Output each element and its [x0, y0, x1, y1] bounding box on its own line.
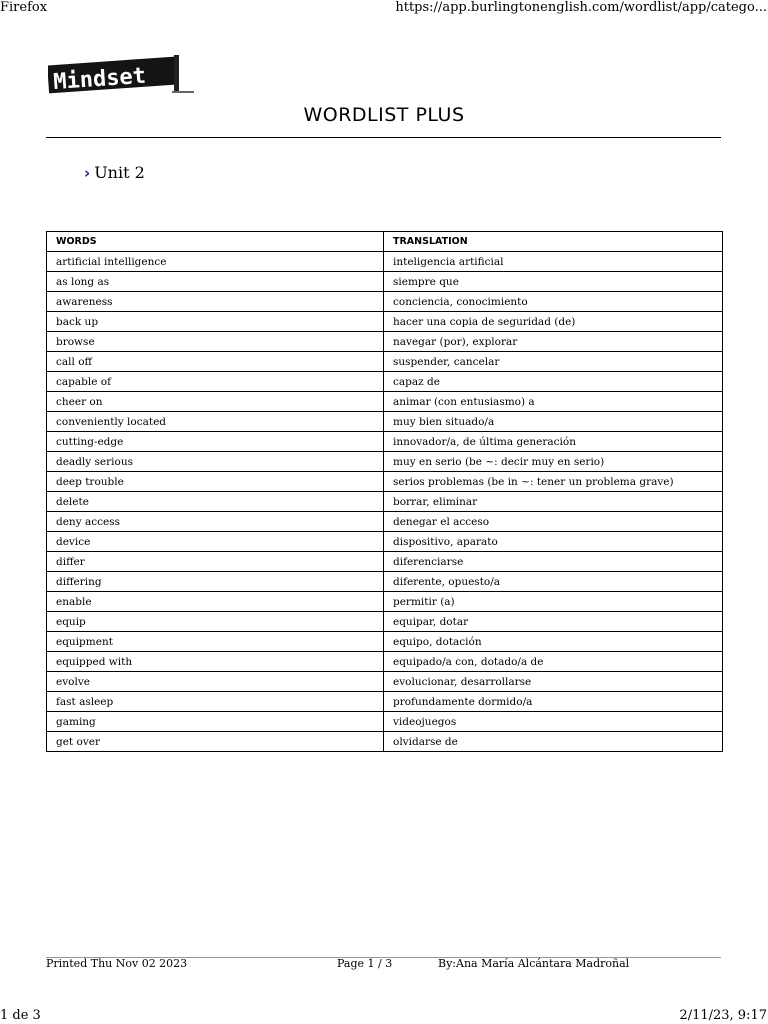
table-row — [47, 292, 723, 312]
table-row — [47, 312, 723, 332]
unit-label: Unit 2 — [94, 163, 145, 182]
unit-heading[interactable] — [84, 163, 145, 182]
translation-cell: capaz de — [384, 372, 723, 392]
word-cell: differing — [47, 572, 384, 592]
table-row — [47, 252, 723, 272]
table-row — [47, 272, 723, 292]
print-header-app: Firefox — [0, 0, 48, 15]
page-title: WORDLIST PLUS — [303, 104, 465, 126]
print-footer-page: 1 de 3 — [0, 1008, 41, 1023]
translation-cell: dispositivo, aparato — [384, 532, 723, 552]
table-row — [47, 332, 723, 352]
translation-cell: muy bien situado/a — [384, 412, 723, 432]
chevron-right-icon: › — [84, 163, 91, 182]
table-row — [47, 512, 723, 532]
translation-cell: equipar, dotar — [384, 612, 723, 632]
wordlist-table — [46, 231, 723, 752]
translation-cell: suspender, cancelar — [384, 352, 723, 372]
word-cell: deadly serious — [47, 452, 384, 472]
table-row — [47, 672, 723, 692]
table-row — [47, 472, 723, 492]
table-row — [47, 552, 723, 572]
mindset-logo — [48, 53, 198, 98]
footer-author: By:Ana María Alcántara Madroñal — [438, 957, 630, 970]
table-row — [47, 492, 723, 512]
table-row — [47, 432, 723, 452]
translation-cell: diferenciarse — [384, 552, 723, 572]
translation-cell: equipo, dotación — [384, 632, 723, 652]
word-cell: cheer on — [47, 392, 384, 412]
table-row — [47, 412, 723, 432]
table-row — [47, 452, 723, 472]
translation-cell: permitir (a) — [384, 592, 723, 612]
table-row — [47, 572, 723, 592]
print-header — [0, 0, 768, 18]
word-cell: fast asleep — [47, 692, 384, 712]
table-body — [47, 252, 723, 752]
translation-cell: conciencia, conocimiento — [384, 292, 723, 312]
word-cell: deny access — [47, 512, 384, 532]
word-cell: equipped with — [47, 652, 384, 672]
translation-cell: innovador/a, de última generación — [384, 432, 723, 452]
word-cell: cutting-edge — [47, 432, 384, 452]
title-divider — [46, 137, 721, 138]
table-row — [47, 692, 723, 712]
word-cell: awareness — [47, 292, 384, 312]
word-cell: evolve — [47, 672, 384, 692]
word-cell: equipment — [47, 632, 384, 652]
table-row — [47, 632, 723, 652]
translation-cell: siempre que — [384, 272, 723, 292]
table-row — [47, 352, 723, 372]
translation-cell: hacer una copia de seguridad (de) — [384, 312, 723, 332]
translation-cell: olvidarse de — [384, 732, 723, 752]
translation-cell: diferente, opuesto/a — [384, 572, 723, 592]
word-cell: device — [47, 532, 384, 552]
table-row — [47, 612, 723, 632]
table-row — [47, 732, 723, 752]
table-header-row — [47, 232, 723, 252]
table-row — [47, 372, 723, 392]
word-cell: gaming — [47, 712, 384, 732]
table-row — [47, 712, 723, 732]
word-cell: capable of — [47, 372, 384, 392]
print-footer-datetime: 2/11/23, 9:17 — [679, 1008, 767, 1023]
footer-page-number: Page 1 / 3 — [337, 957, 393, 970]
print-header-url: https://app.burlingtonenglish.com/wordlist/app/catego... — [395, 0, 767, 15]
translation-cell: profundamente dormido/a — [384, 692, 723, 712]
translation-cell: muy en serio (be ~: decir muy en serio) — [384, 452, 723, 472]
column-header-words: WORDS — [47, 232, 384, 252]
translation-cell: inteligencia artificial — [384, 252, 723, 272]
word-cell: deep trouble — [47, 472, 384, 492]
table-row — [47, 592, 723, 612]
table-row — [47, 532, 723, 552]
word-cell: call off — [47, 352, 384, 372]
translation-cell: navegar (por), explorar — [384, 332, 723, 352]
word-cell: differ — [47, 552, 384, 572]
translation-cell: borrar, eliminar — [384, 492, 723, 512]
translation-cell: serios problemas (be in ~: tener un problema grave) — [384, 472, 723, 492]
translation-cell: animar (con entusiasmo) a — [384, 392, 723, 412]
logo-text: Mindset — [52, 63, 147, 96]
footer-printed-date: Printed Thu Nov 02 2023 — [46, 957, 188, 970]
word-cell: enable — [47, 592, 384, 612]
word-cell: browse — [47, 332, 384, 352]
table-row — [47, 392, 723, 412]
word-cell: conveniently located — [47, 412, 384, 432]
translation-cell: denegar el acceso — [384, 512, 723, 532]
word-cell: artificial intelligence — [47, 252, 384, 272]
column-header-translation: TRANSLATION — [384, 232, 723, 252]
table-row — [47, 652, 723, 672]
translation-cell: videojuegos — [384, 712, 723, 732]
word-cell: back up — [47, 312, 384, 332]
word-cell: as long as — [47, 272, 384, 292]
translation-cell: evolucionar, desarrollarse — [384, 672, 723, 692]
word-cell: equip — [47, 612, 384, 632]
word-cell: get over — [47, 732, 384, 752]
word-cell: delete — [47, 492, 384, 512]
translation-cell: equipado/a con, dotado/a de — [384, 652, 723, 672]
